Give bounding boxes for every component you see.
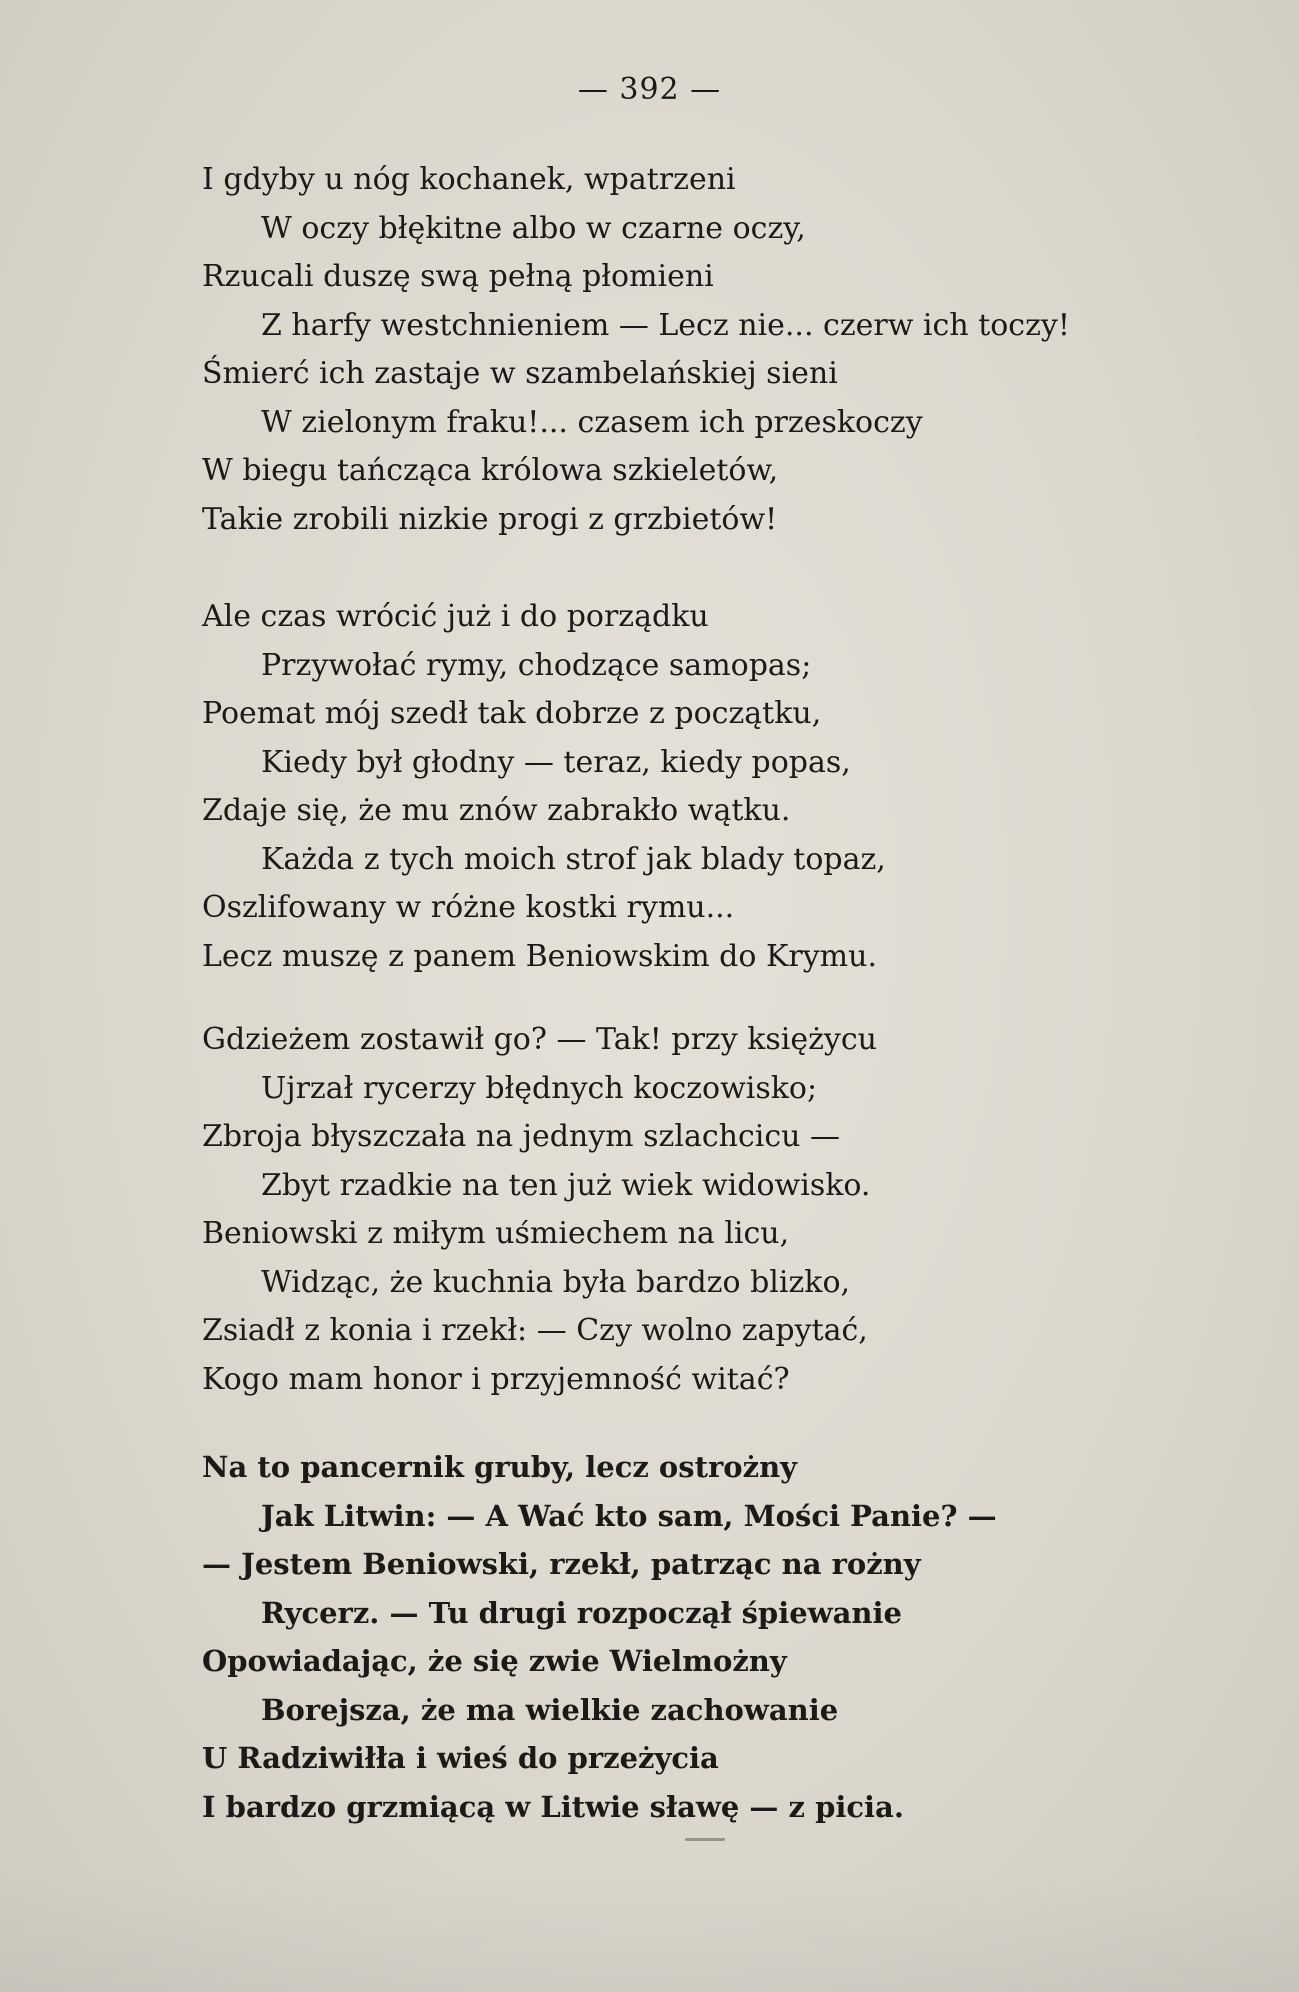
verse-line: Borejsza, że ma wielkie zachowanie: [261, 1692, 839, 1727]
stanza-3: [0, 1016, 1299, 1404]
verse-line: Zbyt rzadkie na ten już wiek widowisko.: [261, 1167, 871, 1203]
verse-line: Przywołać rymy, chodzące samopas;: [261, 647, 812, 683]
verse-line: Śmierć ich zastaje w szambelańskiej sieni: [202, 356, 838, 391]
verse-line: Kiedy był głodny — teraz, kiedy popas,: [261, 744, 851, 780]
verse-line: Oszlifowany w różne kostki rymu...: [202, 890, 735, 925]
verse-line: Widząc, że kuchnia była bardzo blizko,: [261, 1264, 851, 1300]
verse-line: I bardzo grzmiącą w Litwie sławę — z picia.: [202, 1789, 904, 1824]
verse-line: W biegu tańcząca królowa szkieletów,: [202, 453, 779, 488]
verse-line: Jak Litwin: — A Wać kto sam, Mości Panie? —: [261, 1498, 997, 1533]
verse-line: Zdaje się, że mu znów zabrakło wątku.: [202, 793, 791, 828]
verse-line: Z harfy westchnieniem — Lecz nie... czerw ich toczy!: [261, 307, 1070, 343]
verse-line: Na to pancernik gruby, lecz ostrożny: [202, 1450, 798, 1484]
stanza-2: [0, 593, 1299, 981]
verse-line: Beniowski z miłym uśmiechem na licu,: [202, 1216, 790, 1251]
print-smudge: [685, 1838, 725, 1841]
verse-line: Każda z tych moich strof jak blady topaz,: [261, 841, 886, 877]
verse-line: U Radziwiłła i wieś do przeżycia: [202, 1741, 719, 1775]
verse-line: Lecz muszę z panem Beniowskim do Krymu.: [202, 938, 877, 974]
verse-line: Kogo mam honor i przyjemność witać?: [202, 1361, 790, 1397]
stanza-4: [0, 1443, 1299, 1831]
verse-line: Takie zrobili nizkie progi z grzbietów!: [202, 501, 778, 537]
verse-line: W zielonym fraku!... czasem ich przeskoczy: [261, 404, 923, 440]
verse-line: Rzucali duszę swą pełną płomieni: [202, 259, 714, 294]
verse-line: W oczy błękitne albo w czarne oczy,: [261, 210, 806, 246]
verse-line: Gdzieżem zostawił go? — Tak! przy księżycu: [202, 1022, 877, 1057]
page-shadow: [0, 1872, 1299, 1992]
verse-line: Zbroja błyszczała na jednym szlachcicu —: [202, 1119, 841, 1154]
verse-line: Zsiadł z konia i rzekł: — Czy wolno zapytać,: [202, 1313, 868, 1348]
page-number: — 392 —: [577, 72, 722, 107]
verse-line: Ale czas wrócić już i do porządku: [202, 599, 709, 634]
verse-line: Ujrzał rycerzy błędnych koczowisko;: [261, 1070, 818, 1106]
verse-line: Rycerz. — Tu drugi rozpoczął śpiewanie: [261, 1595, 902, 1630]
verse-line: Poemat mój szedł tak dobrze z początku,: [202, 696, 822, 731]
stanza-1: [0, 156, 1299, 544]
verse-line: I gdyby u nóg kochanek, wpatrzeni: [202, 162, 736, 197]
verse-line: — Jestem Beniowski, rzekł, patrząc na rożny: [202, 1547, 921, 1581]
verse-line: Opowiadając, że się zwie Wielmożny: [202, 1644, 787, 1678]
